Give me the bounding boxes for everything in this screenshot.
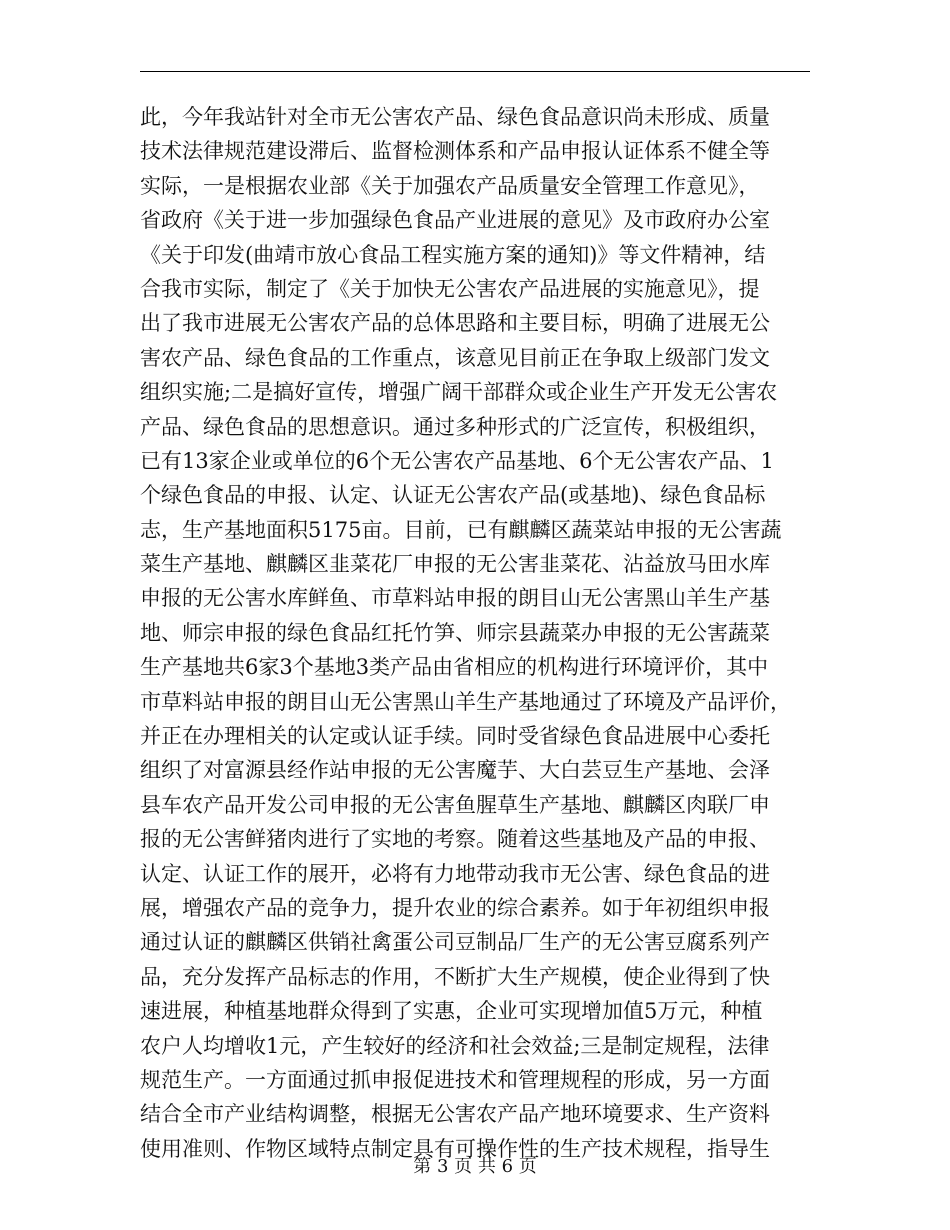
text-line: 申报的无公害水库鲜鱼、市草料站申报的朗目山无公害黑山羊生产基 xyxy=(140,586,770,611)
text-line: 品，充分发挥产品标志的作用，不断扩大生产规模，使企业得到了快 xyxy=(140,964,770,989)
text-line: 农户人均增收1元，产生较好的经济和社会效益;三是制定规程，法律 xyxy=(140,1033,770,1058)
text-line: 志，生产基地面积5175亩。目前，已有麒麟区蔬菜站申报的无公害蔬 xyxy=(140,517,782,542)
text-line: 技术法律规范建设滞后、监督检测体系和产品申报认证体系不健全等 xyxy=(140,139,770,164)
text-line: 规范生产。一方面通过抓申报促进技术和管理规程的形成，另一方面 xyxy=(140,1067,770,1092)
text-line: 菜生产基地、麒麟区韭菜花厂申报的无公害韭菜花、沾益放马田水库 xyxy=(140,552,770,577)
text-line: 个绿色食品的申报、认定、认证无公害农产品(或基地)、绿色食品标 xyxy=(140,483,766,508)
text-line: 合我市实际，制定了《关于加快无公害农产品进展的实施意见》，提 xyxy=(140,276,760,301)
text-line: 县车农产品开发公司申报的无公害鱼腥草生产基地、麒麟区肉联厂申 xyxy=(140,792,770,817)
text-line: 报的无公害鲜猪肉进行了实地的考察。随着这些基地及产品的申报、 xyxy=(140,827,770,852)
text-line: 展，增强农产品的竞争力，提升农业的综合素养。如于年初组织申报 xyxy=(140,895,770,920)
text-line: 使用准则、作物区域特点制定具有可操作性的生产技术规程，指导生 xyxy=(140,1136,770,1161)
page-number-footer: 第 3 页 共 6 页 xyxy=(413,1156,537,1177)
text-line: 出了我市进展无公害农产品的总体思路和主要目标，明确了进展无公 xyxy=(140,311,770,336)
text-line: 实际，一是根据农业部《关于加强农产品质量安全管理工作意见》， xyxy=(140,173,760,198)
text-line: 速进展，种植基地群众得到了实惠，企业可实现增加值5万元，种植 xyxy=(140,999,763,1024)
header-rule xyxy=(140,71,810,72)
text-line: 省政府《关于进一步加强绿色食品产业进展的意见》及市政府办公室 xyxy=(140,208,770,233)
text-line: 已有13家企业或单位的6个无公害农产品基地、6个无公害农产品、1 xyxy=(140,448,774,473)
text-line: 认定、认证工作的展开，必将有力地带动我市无公害、绿色食品的进 xyxy=(140,861,770,886)
text-line: 并正在办理相关的认定或认证手续。同时受省绿色食品进展中心委托 xyxy=(140,724,770,749)
body-text xyxy=(140,100,820,1166)
text-line: 组织实施;二是搞好宣传，增强广阔干部群众或企业生产开发无公害农 xyxy=(140,380,778,405)
text-line: 地、师宗申报的绿色食品红托竹笋、师宗县蔬菜办申报的无公害蔬菜 xyxy=(140,620,770,645)
text-line: 结合全市产业结构调整，根据无公害农产品产地环境要求、生产资料 xyxy=(140,1102,770,1127)
text-line: 害农产品、绿色食品的工作重点，该意见目前正在争取上级部门发文 xyxy=(140,345,770,370)
text-line: 通过认证的麒麟区供销社禽蛋公司豆制品厂生产的无公害豆腐系列产 xyxy=(140,930,770,955)
text-line: 组织了对富源县经作站申报的无公害魔芋、大白芸豆生产基地、会泽 xyxy=(140,758,770,783)
text-line: 市草料站申报的朗目山无公害黑山羊生产基地通过了环境及产品评价， xyxy=(140,689,791,714)
text-line: 《关于印发(曲靖市放心食品工程实施方案的通知)》等文件精神，结 xyxy=(140,242,766,267)
text-line: 生产基地共6家3个基地3类产品由省相应的机构进行环境评价，其中 xyxy=(140,655,769,680)
text-line: 产品、绿色食品的思想意识。通过多种形式的广泛宣传，积极组织， xyxy=(140,414,770,439)
text-line: 此，今年我站针对全市无公害农产品、绿色食品意识尚未形成、质量 xyxy=(140,105,770,129)
